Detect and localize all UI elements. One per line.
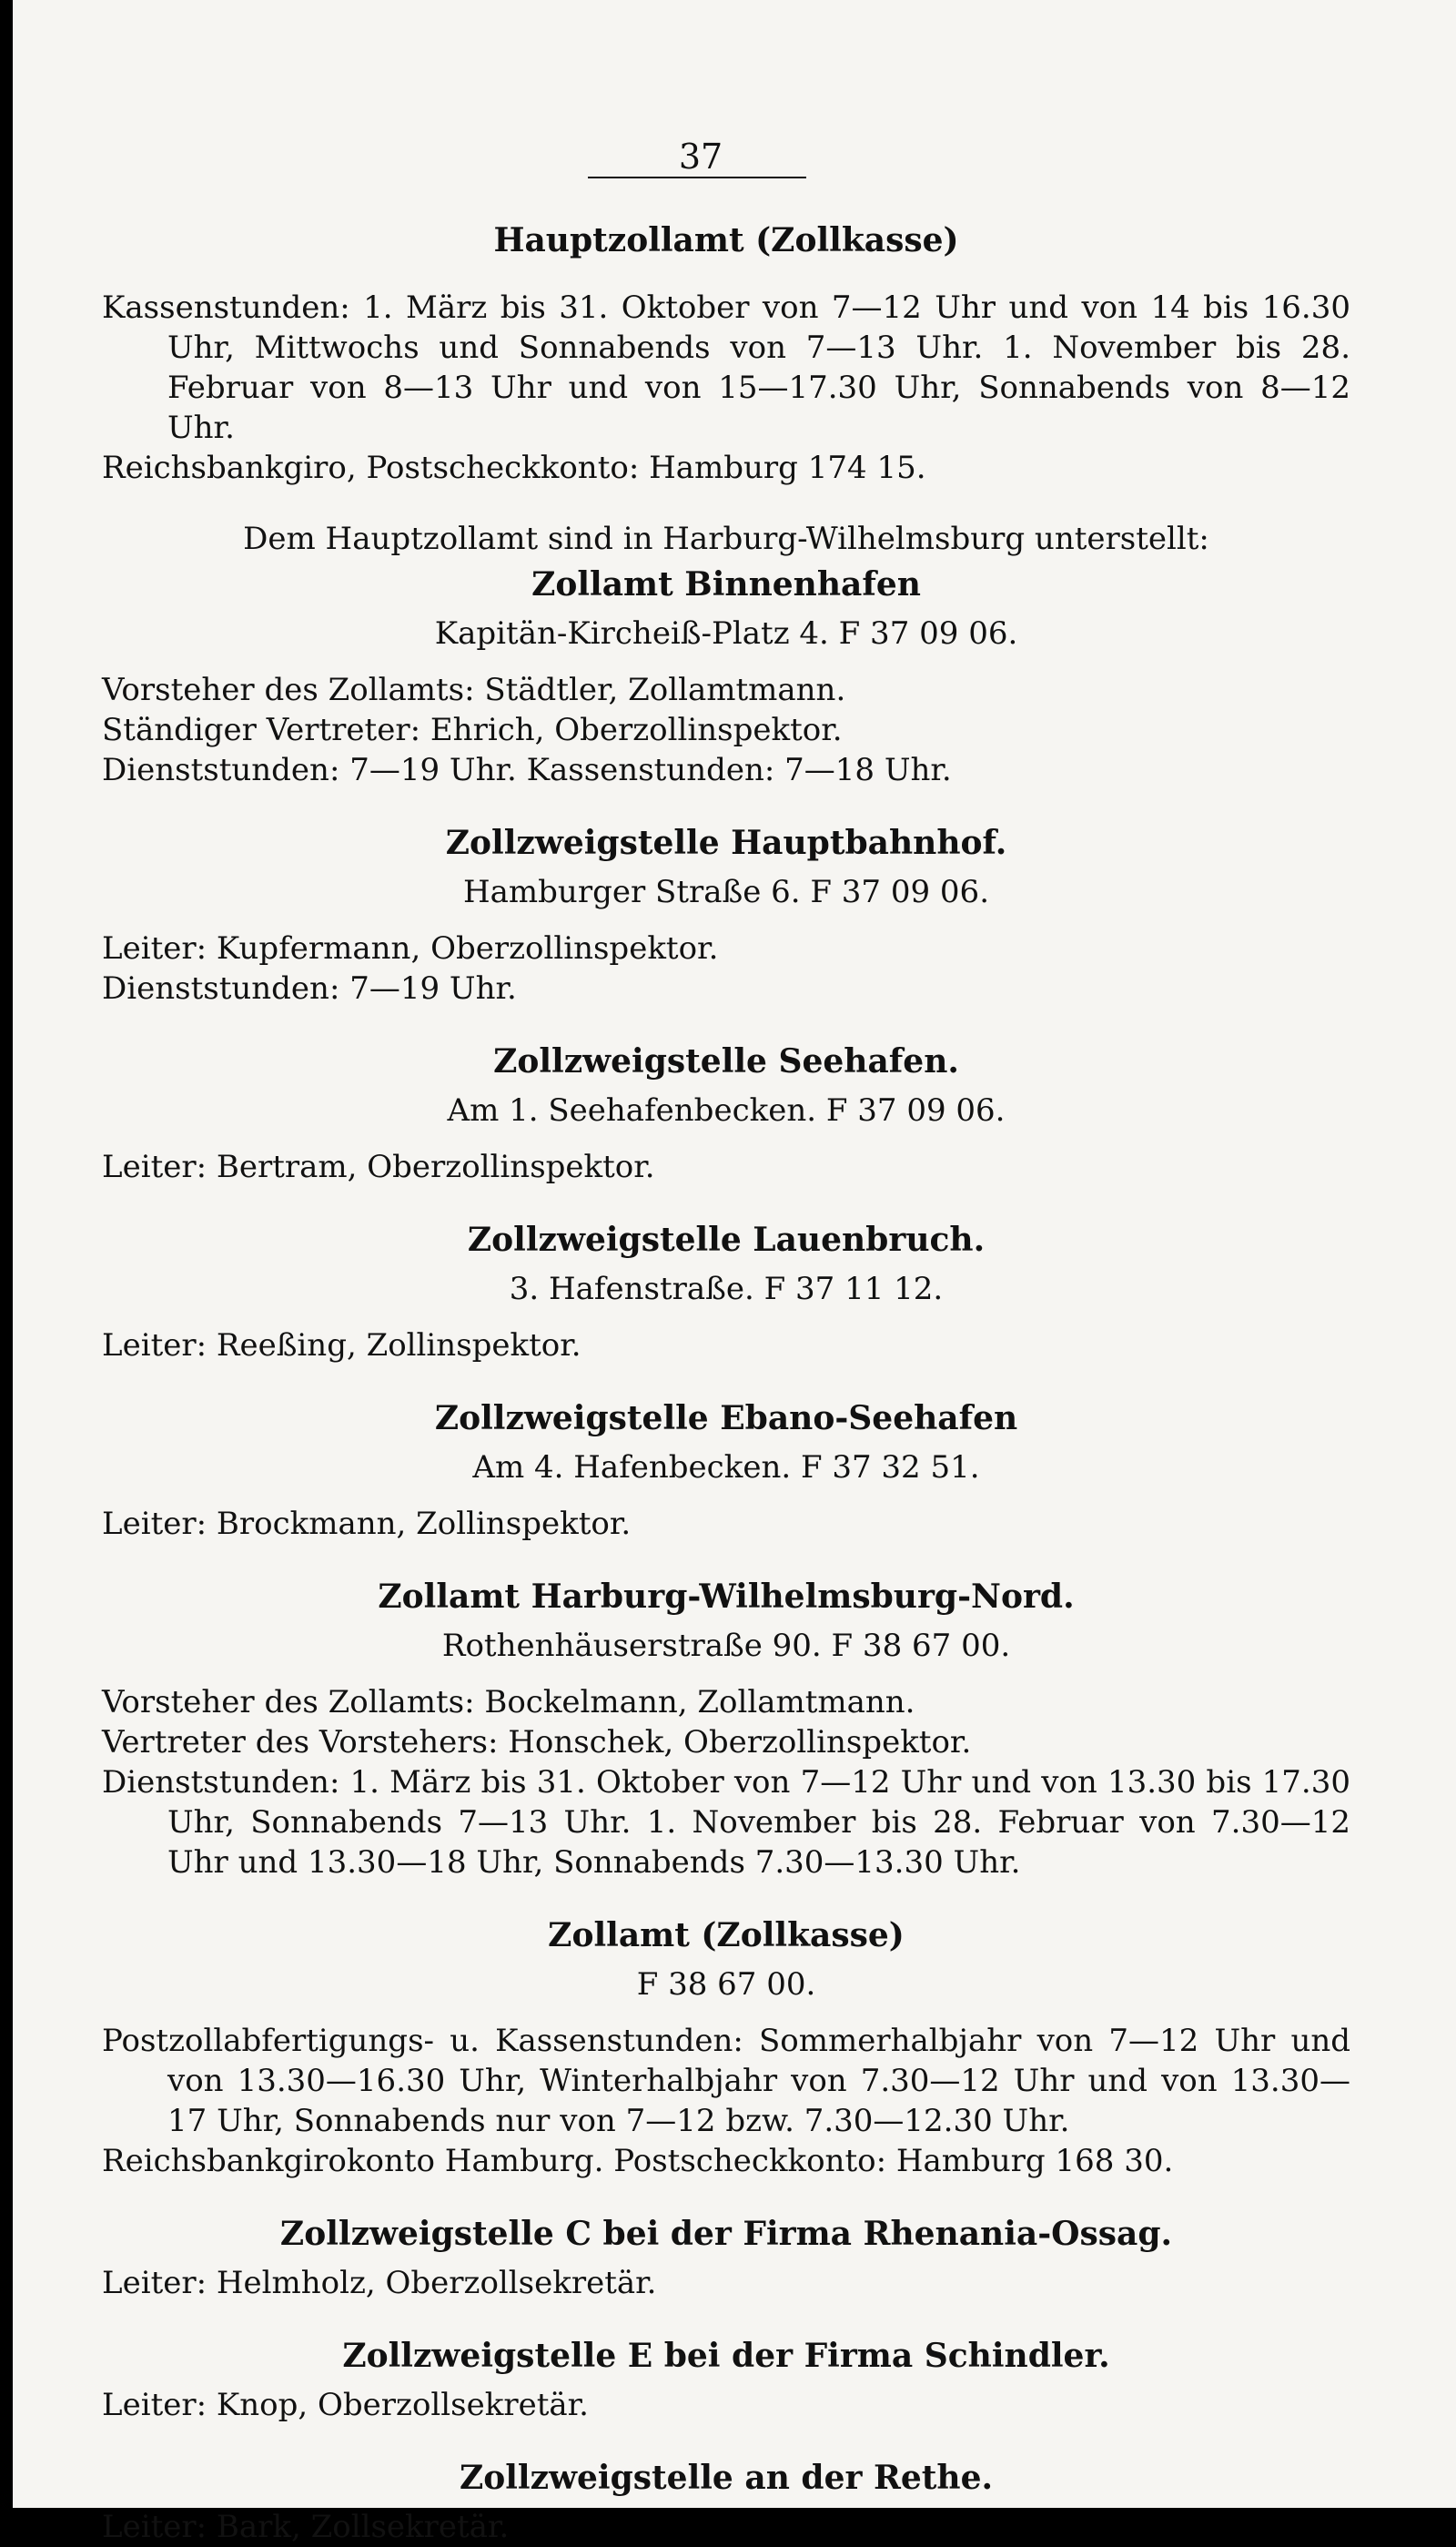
- section-line: Dienststunden: 7—19 Uhr.: [102, 970, 517, 1007]
- section-title: Zollzweigstelle Lauenbruch.: [467, 1221, 986, 1259]
- section-line: Leiter: Brockmann, Zollinspektor.: [102, 1506, 632, 1542]
- section-title: Zollzweigstelle E bei der Firma Schindler.: [342, 2337, 1110, 2375]
- section-line: Dienststunden: 1. März bis 31. Oktober von 7—12 Uhr und von 13.30 bis 17.30 Uhr, Sonnabends 7—13 Uhr. 1. November bis 28. Februar von 7.30—12 Uhr und 13.30—18 Uhr, Sonnabends 7.30—13.30 Uhr.: [102, 1764, 1350, 1881]
- section-line: Leiter: Bertram, Oberzollinspektor.: [102, 1149, 655, 1185]
- main-heading: Hauptzollamt (Zollkasse): [493, 221, 959, 259]
- section-address: 3. Hafenstraße. F 37 11 12.: [509, 1271, 944, 1307]
- intro-line: Dem Hauptzollamt sind in Harburg-Wilhelmsburg unterstellt:: [243, 521, 1209, 557]
- section-title: Zollamt (Zollkasse): [548, 1916, 905, 1954]
- section-address: Am 4. Hafenbecken. F 37 32 51.: [472, 1449, 980, 1486]
- section-title: Zollzweigstelle Ebano-Seehafen: [434, 1399, 1018, 1437]
- page-number: 37: [678, 137, 723, 177]
- document-page: [13, 0, 1456, 2545]
- section-title: Zollamt Harburg-Wilhelmsburg-Nord.: [378, 1578, 1075, 1616]
- section-line: Leiter: Bark, Zollsekretär.: [102, 2509, 510, 2545]
- section-line: Ständiger Vertreter: Ehrich, Oberzollinspektor.: [102, 712, 843, 748]
- section-line: Reichsbankgirokonto Hamburg. Postscheckkonto: Hamburg 168 30.: [102, 2143, 1174, 2179]
- section-address: Kapitän-Kircheiß-Platz 4. F 37 09 06.: [434, 615, 1018, 652]
- section-title: Zollzweigstelle an der Rethe.: [459, 2459, 994, 2497]
- section-line: Dienststunden: 7—19 Uhr. Kassenstunden: 7—18 Uhr.: [102, 752, 952, 788]
- page-content: [102, 202, 1350, 2547]
- section-title: Zollzweigstelle Hauptbahnhof.: [445, 824, 1007, 862]
- section-line: Vertreter des Vorstehers: Honschek, Oberzollinspektor.: [102, 1724, 972, 1761]
- section-address: Am 1. Seehafenbecken. F 37 09 06.: [447, 1092, 1006, 1129]
- section-line: Leiter: Reeßing, Zollinspektor.: [102, 1327, 581, 1364]
- kassenstunden-paragraph: Kassenstunden: 1. März bis 31. Oktober von 7—12 Uhr und von 14 bis 16.30 Uhr, Mittwochs und Sonnabends von 7—13 Uhr. 1. November bis 28. Februar von 8—13 Uhr und von 15—17.30 Uhr, Sonnabends von 8—12 Uhr.: [102, 289, 1350, 446]
- section-line: Leiter: Knop, Oberzollsekretär.: [102, 2387, 589, 2423]
- section-address: Hamburger Straße 6. F 37 09 06.: [463, 874, 989, 910]
- section-address: Rothenhäuserstraße 90. F 38 67 00.: [441, 1628, 1011, 1664]
- section-title: Zollzweigstelle C bei der Firma Rhenania-Ossag.: [279, 2215, 1173, 2253]
- section-address: F 38 67 00.: [636, 1966, 816, 2003]
- section-line: Leiter: Kupfermann, Oberzollinspektor.: [102, 930, 719, 967]
- header-rule: [588, 177, 806, 178]
- section-line: Leiter: Helmholz, Oberzollsekretär.: [102, 2265, 657, 2301]
- giro-line: Reichsbankgiro, Postscheckkonto: Hamburg 174 15.: [102, 450, 926, 486]
- section-title: Zollamt Binnenhafen: [531, 565, 921, 604]
- section-title: Zollzweigstelle Seehafen.: [493, 1042, 959, 1081]
- section-line: Vorsteher des Zollamts: Städtler, Zollamtmann.: [102, 672, 846, 708]
- section-line: Vorsteher des Zollamts: Bockelmann, Zollamtmann.: [102, 1684, 915, 1720]
- section-line: Postzollabfertigungs- u. Kassenstunden: Sommerhalbjahr von 7—12 Uhr und von 13.30—16.30 Uhr, Winterhalbjahr von 7.30—12 Uhr und von 13.30—17 Uhr, Sonnabends nur von 7—12 bzw. 7.30—12.30 Uhr.: [102, 2023, 1350, 2139]
